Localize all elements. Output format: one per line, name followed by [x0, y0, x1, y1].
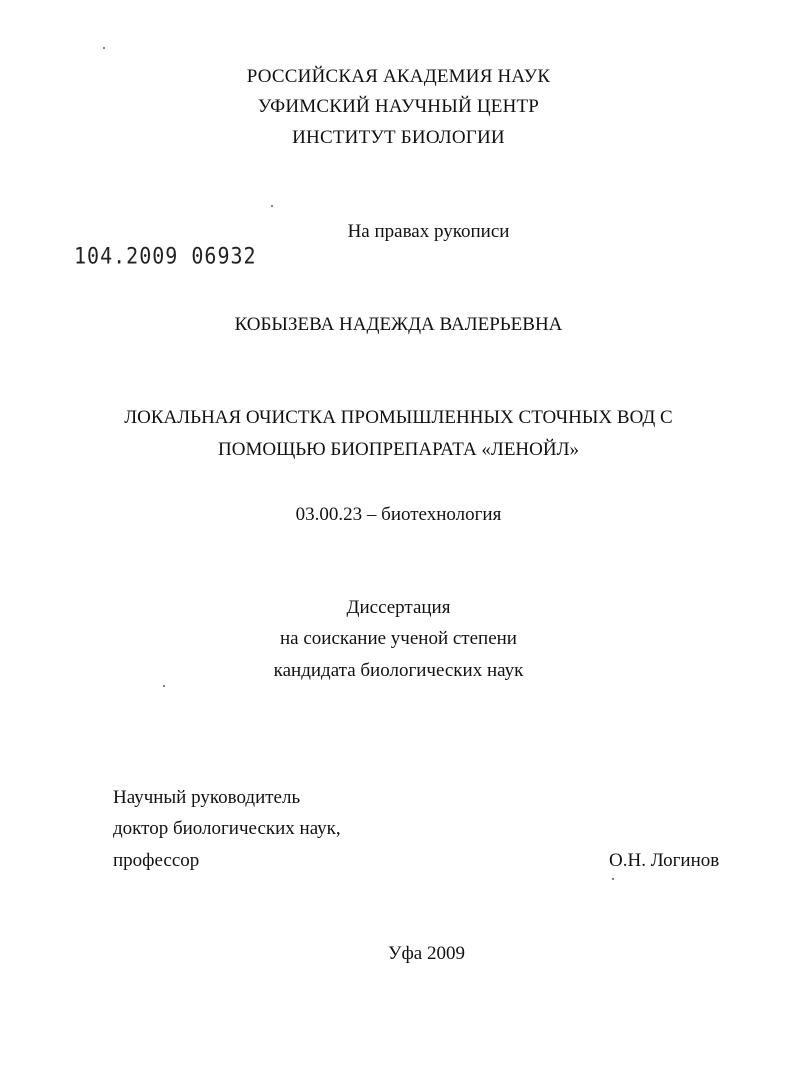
specialty-code: 03.00.23 – биотехнология [295, 504, 502, 525]
scan-speck [163, 685, 165, 687]
degree-type: Диссертация [346, 597, 451, 618]
author-name: КОБЫЗЕВА НАДЕЖДА ВАЛЕРЬЕВНА [234, 314, 563, 335]
scan-speck [612, 878, 614, 880]
supervisor-rank: профессор [113, 850, 200, 871]
manuscript-rights: На правах рукописи [347, 221, 510, 242]
supervisor-role: Научный руководитель [113, 787, 301, 808]
thesis-title-line1: ЛОКАЛЬНАЯ ОЧИСТКА ПРОМЫШЛЕННЫХ СТОЧНЫХ ВОД С [124, 407, 673, 428]
center-name: УФИМСКИЙ НАУЧНЫЙ ЦЕНТР [257, 96, 540, 117]
scan-speck [271, 205, 273, 207]
scan-speck [103, 47, 105, 49]
institute-name: ИНСТИТУТ БИОЛОГИИ [292, 127, 505, 148]
thesis-title-line2: ПОМОЩЬЮ БИОПРЕПАРАТА «ЛЕНОЙЛ» [218, 439, 579, 460]
supervisor-degree: доктор биологических наук, [113, 818, 341, 839]
city-year: Уфа 2009 [388, 943, 465, 964]
degree-level: кандидата биологических наук [273, 660, 524, 681]
academy-name: РОССИЙСКАЯ АКАДЕМИЯ НАУК [246, 66, 551, 87]
registration-stamp: 104.2009 06932 [74, 242, 257, 270]
supervisor-name: О.Н. Логинов [609, 850, 720, 871]
degree-purpose: на соискание ученой степени [280, 628, 517, 649]
